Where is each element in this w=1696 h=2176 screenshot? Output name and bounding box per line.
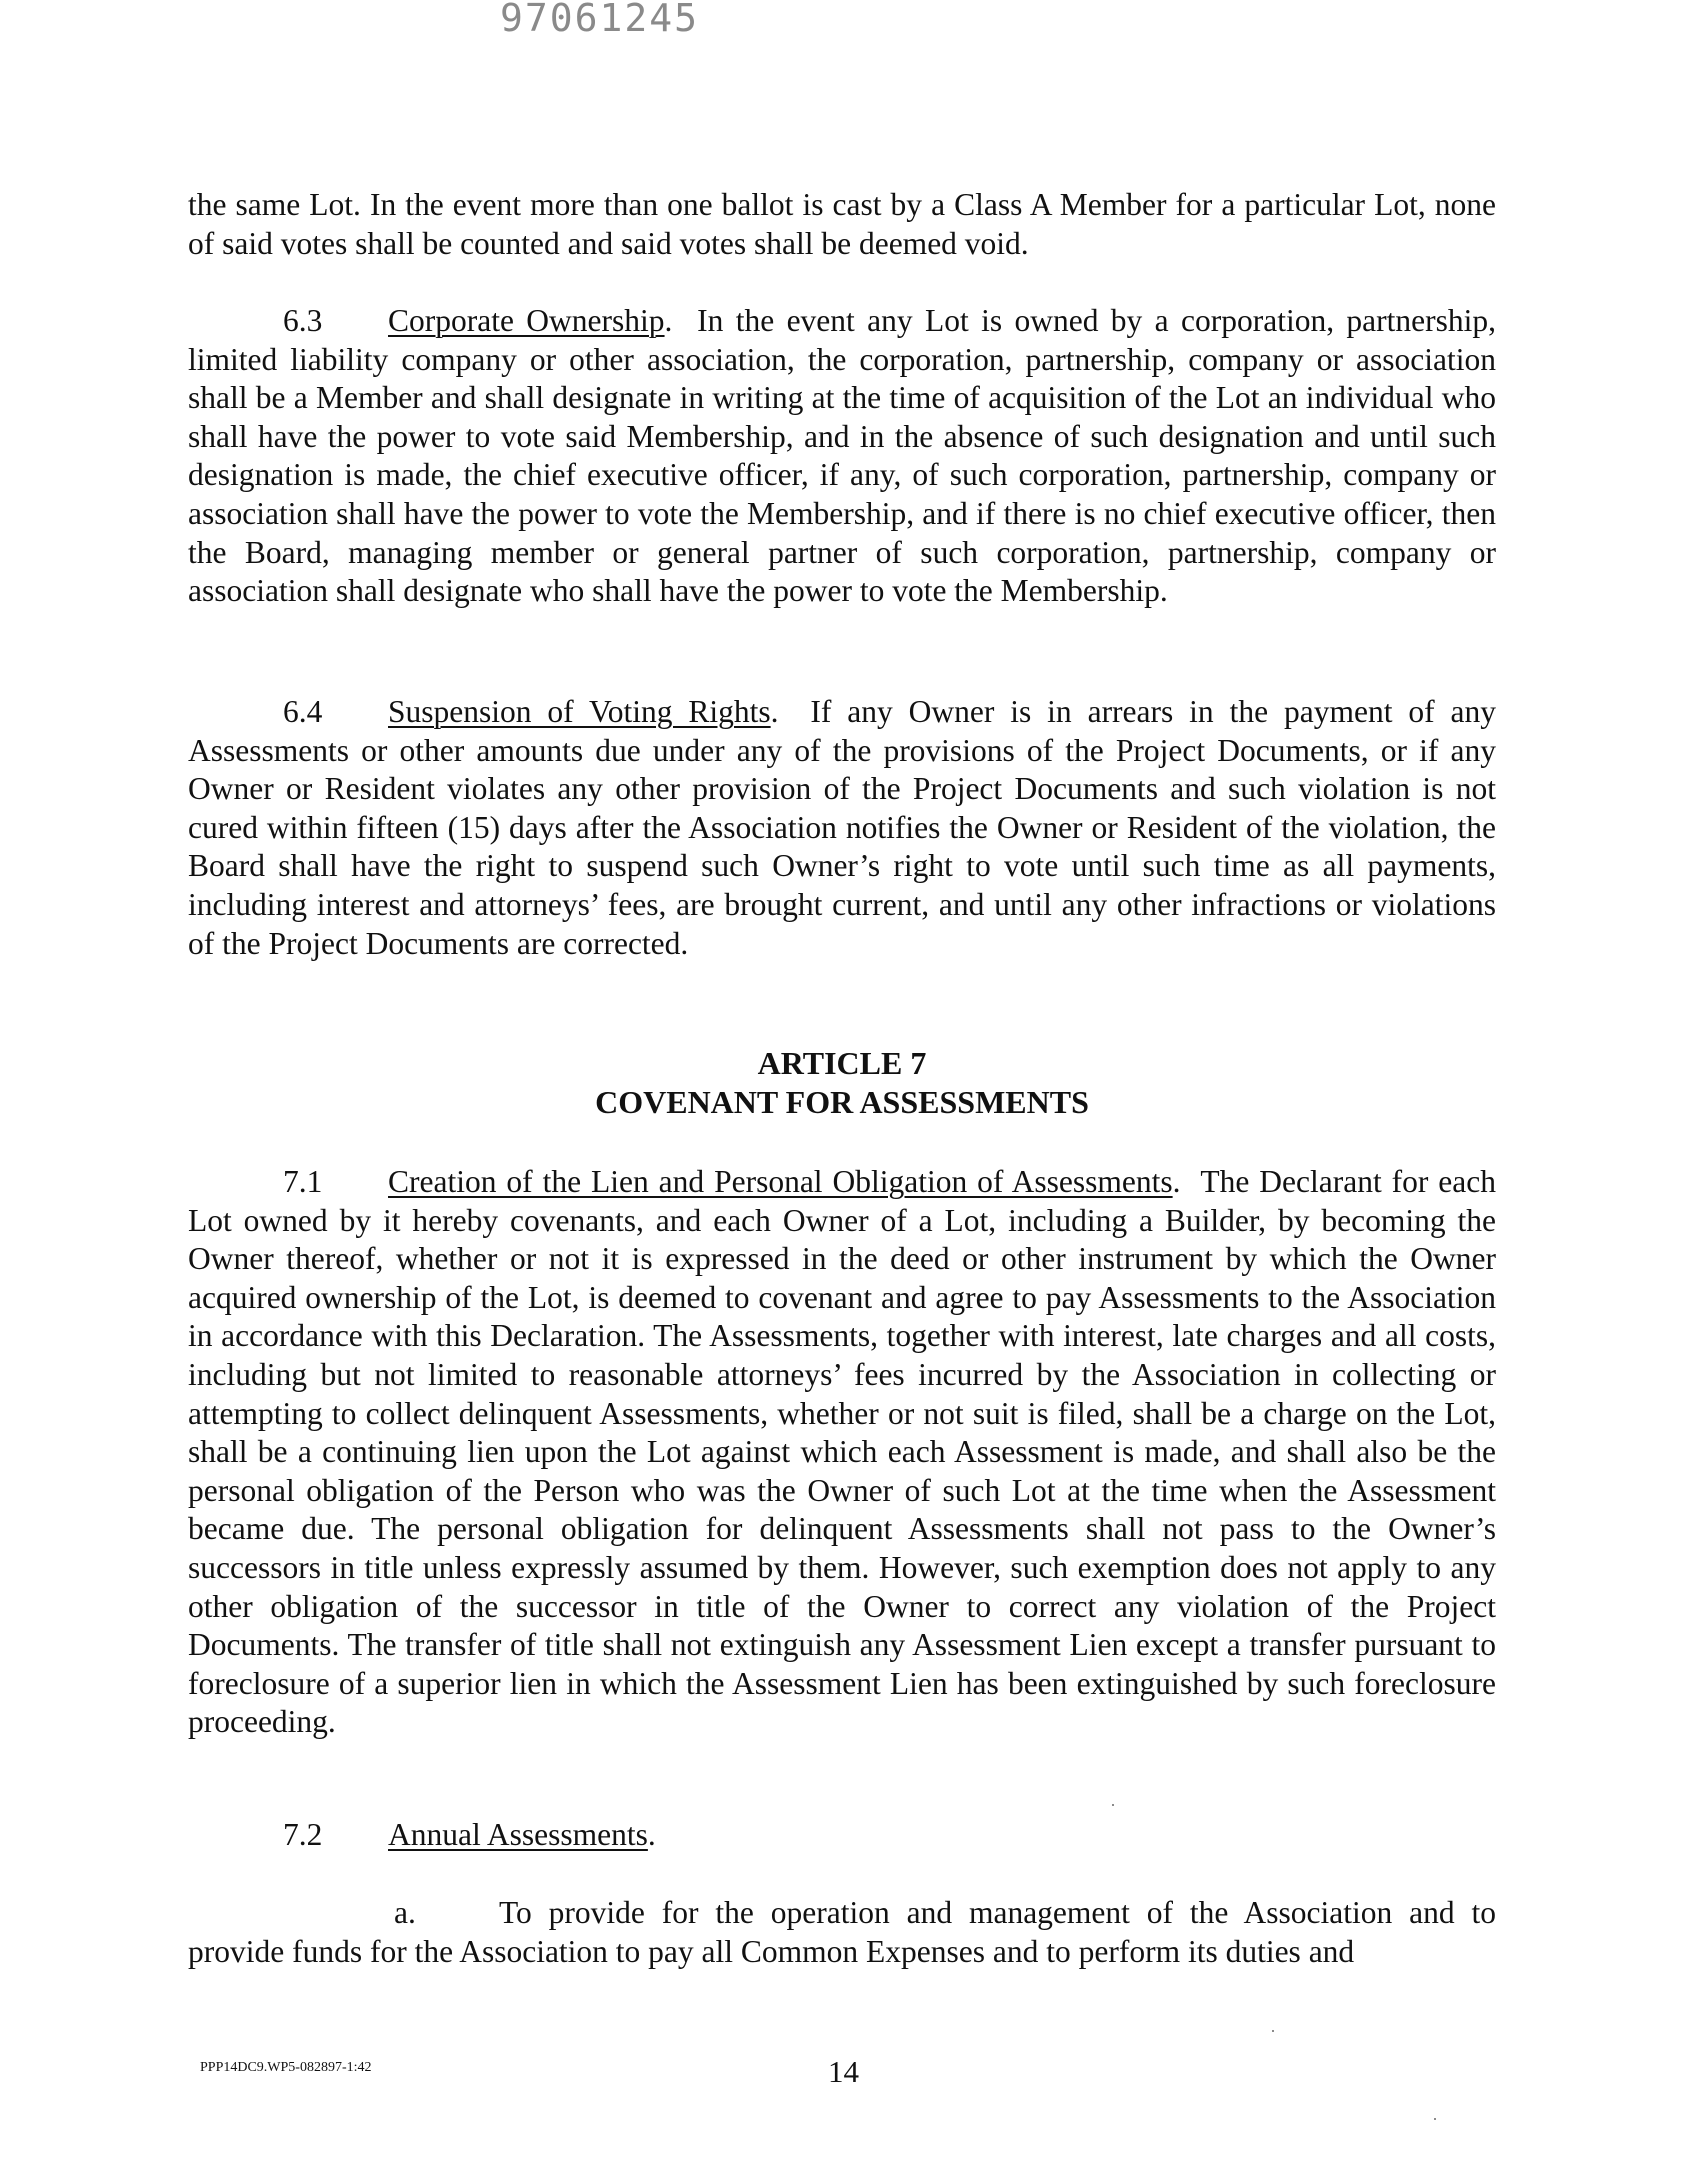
- article-title-heading: COVENANT FOR ASSESSMENTS: [595, 1084, 1089, 1120]
- article-number-heading: ARTICLE 7: [757, 1045, 927, 1081]
- subsection-body: To provide for the operation and management of the Association and to provide funds for the Association to pay all Common Expenses and to perform its duties and: [188, 1895, 1496, 1969]
- section-body: In the event any Lot is owned by a corporation, partnership, limited liability company or other association, the corporation, partnership, company or association shall be a Member and shall designate in writing at the time of acquisition of the Lot an individual who shall have the power to vote said Membership, and in the absence of such designation and until such designation is made, the chief executive officer, if any, of such corporation, partnership, company or association shall have the power to vote the Membership, and if there is no chief executive officer, then the Board, managing member or general partner of such corporation, partnership, company or association shall designate who shall have the power to vote the Membership.: [188, 303, 1497, 609]
- section-7-2: 7.2 Annual Assessments.: [188, 1816, 1496, 1855]
- section-body: If any Owner is in arrears in the payment of any Assessments or other amounts due under any of the provisions of the Project Documents, or if any Owner or Resident violates any other provision of the Project Documents and such violation is not cured within fifteen (15) days after the Association notifies the Owner or Resident of the violation, the Board shall have the right to suspend such Owner’s right to vote until such time as all payments, including interest and attorneys’ fees, are brought current, and until any other infractions or violations of the Project Documents are corrected.: [188, 694, 1496, 961]
- section-6-4: 6.4 Suspension of Voting Rights. If any Owner is in arrears in the payment of any Assessments or other amounts due under any of the provisions of the Project Documents, or if any Owner or Resident violates any other provision of the Project Documents and such violation is not cured within fifteen (15) days after the Association notifies the Owner or Resident of the violation, the Board shall have the right to suspend such Owner’s right to vote until such time as all payments, including interest and attorneys’ fees, are brought current, and until any other infractions or violations of the Project Documents are corrected.: [188, 694, 1496, 961]
- section-6-3: 6.3 Corporate Ownership. In the event any Lot is owned by a corporation, partnership, limited liability company or other association, the corporation, partnership, company or association shall be a Member and shall designate in writing at the time of acquisition of the Lot an individual who shall have the power to vote said Membership, and in the absence of such designation and until such designation is made, the chief executive officer, if any, of such corporation, partnership, company or association shall have the power to vote the Membership, and if there is no chief executive officer, then the Board, managing member or general partner of such corporation, partnership, company or association shall designate who shall have the power to vote the Membership.: [188, 303, 1497, 609]
- section-number: 6.4: [283, 694, 323, 729]
- section-title: Corporate Ownership: [388, 303, 665, 338]
- section-number: 7.2: [283, 1817, 323, 1852]
- section-number: 6.3: [283, 303, 323, 338]
- document-stamp-number: 97061245: [500, 0, 700, 40]
- page-number: 14: [828, 2054, 859, 2089]
- scan-speck: [1112, 1804, 1114, 1806]
- section-title: Annual Assessments: [388, 1817, 648, 1852]
- section-body: The Declarant for each Lot owned by it hereby covenants, and each Owner of a Lot, including a Builder, by becoming the Owner thereof, whether or not it is expressed in the deed or other instrument by which the Owner acquired ownership of the Lot, is deemed to covenant and agree to pay Assessments to the Association in accordance with this Declaration. The Assessments, together with interest, late charges and all costs, including but not limited to reasonable attorneys’ fees incurred by the Association in collecting or attempting to collect delinquent Assessments, whether or not suit is filed, shall be a charge on the Lot, shall be a continuing lien upon the Lot against which each Assessment is made, and shall also be the personal obligation of the Person who was the Owner of such Lot at the time when the Assessment became due. The personal obligation for delinquent Assessments shall not pass to the Owner’s successors in title unless expressly assumed by them. However, such exemption does not apply to any other obligation of the successor in title of the Owner to correct any violation of the Project Documents. The transfer of title shall not extinguish any Assessment Lien except a transfer pursuant to foreclosure of a superior lien in which the Assessment Lien has been extinguished by such foreclosure proceeding.: [188, 1164, 1496, 1740]
- subsection-7-2-a: [188, 1894, 1496, 1971]
- section-7-1: 7.1 Creation of the Lien and Personal Obligation of Assessments. The Declarant for each Lot owned by it hereby covenants, and each Owner of a Lot, including a Builder, by becoming the Owner thereof, whether or not it is expressed in the deed or other instrument by which the Owner acquired ownership of the Lot, is deemed to covenant and agree to pay Assessments to the Association in accordance with this Declaration. The Assessments, together with interest, late charges and all costs, including but not limited to reasonable attorneys’ fees incurred by the Association in collecting or attempting to collect delinquent Assessments, whether or not suit is filed, shall be a charge on the Lot, shall be a continuing lien upon the Lot against which each Assessment is made, and shall also be the personal obligation of the Person who was the Owner of such Lot at the time when the Assessment became due. The personal obligation for delinquent Assessments shall not pass to the Owner’s successors in title unless expressly assumed by them. However, such exemption does not apply to any other obligation of the successor in title of the Owner to correct any violation of the Project Documents. The transfer of title shall not extinguish any Assessment Lien except a transfer pursuant to foreclosure of a superior lien in which the Assessment Lien has been extinguished by such foreclosure proceeding.: [188, 1164, 1496, 1740]
- continued-paragraph: the same Lot. In the event more than one ballot is cast by a Class A Member for a particular Lot, none of said votes shall be counted and said votes shall be deemed void.: [188, 187, 1496, 261]
- section-title: Suspension of Voting Rights: [388, 694, 771, 729]
- section-number: 7.1: [283, 1164, 323, 1199]
- document-file-code: PPP14DC9.WP5-082897-1:42: [200, 2060, 372, 2075]
- scan-speck: [1272, 2030, 1274, 2032]
- section-title: Creation of the Lien and Personal Obligation of Assessments: [388, 1164, 1173, 1199]
- subsection-label: a.: [394, 1895, 416, 1930]
- scan-speck: [1434, 2118, 1436, 2120]
